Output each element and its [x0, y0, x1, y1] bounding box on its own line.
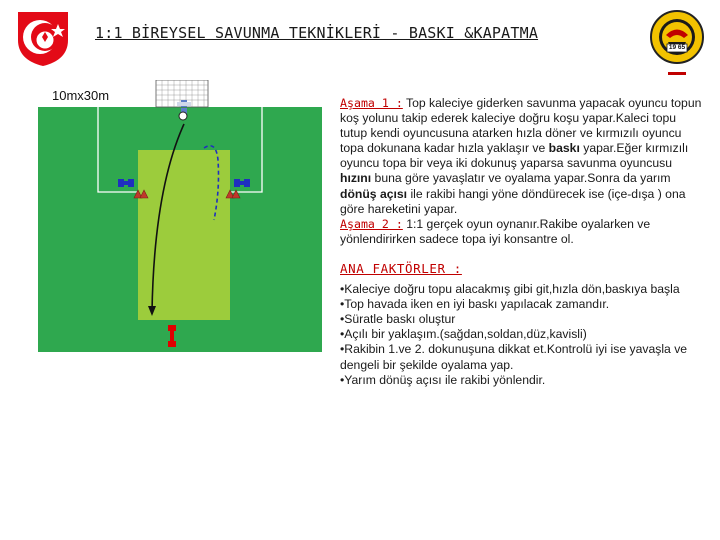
club-crest-year: 19 65 [668, 44, 686, 51]
page-title: 1:1 BİREYSEL SAVUNMA TEKNİKLERİ - BASKI &KAPATMA [95, 24, 539, 42]
factor-item: •Rakibin 1.ve 2. dokunuşuna dikkat et.Kontrolü iyi ise yavaşla ve dengeli bir şekilde oyalama yap. [340, 342, 688, 372]
factor-item: •Kaleciye doğru topu alacakmış gibi git,hızla dön,baskıya başla [340, 282, 680, 297]
stage1-bold-2: hızını [340, 171, 372, 186]
stage2-paragraph [340, 217, 702, 247]
factor-item: •Top havada iken en iyi baskı yapılacak zamandır. [340, 297, 610, 312]
stage1-text-b: yapar.Eğer kırmızılı oyuncu topa bir veya iki dokunuş yaparsa savunma oyuncusu [340, 141, 689, 171]
stage1-text-c: buna göre yavaşlatır ve oyalama yapar.Sonra da yarım [371, 171, 671, 186]
stage1-bold-1: baskı [548, 141, 580, 156]
factors-list [340, 282, 702, 388]
stage1-bold-3: dönüş açısı [340, 186, 408, 201]
factors-title: ANA FAKTÖRLER : [340, 260, 462, 276]
factor-item: •Açılı bir yaklaşım.(sağdan,soldan,düz,kavisli) [340, 327, 587, 342]
drill-diagram [38, 80, 322, 352]
field-size-label: 10mx30m [52, 88, 110, 103]
club-crest-logo [648, 8, 706, 80]
federation-logo [12, 6, 74, 68]
factor-item: •Yarım dönüş açısı ile rakibi yönlendir. [340, 372, 546, 387]
stage1-label: Aşama 1 : [340, 96, 403, 110]
stage2-text: 1:1 gerçek oyun oynanır.Rakibe oyalarken ve yönlendirirken sadece topa iyi konsantre ol. [340, 216, 651, 246]
factor-item: •Süratle baskı oluştur [340, 312, 456, 327]
ball [179, 112, 187, 120]
stage1-text-a: Top kaleciye giderken savunma yapacak oyuncu topun koş yolunu takip ederek kaleciye doğru koşu yapar.Kaleci topu tutup kendi oyuncusuna atarken hızla döner ve kırmızılı oyuncu topa dokunana kadar hızla yaklaşır ve [340, 96, 702, 156]
stage2-label: Aşama 2 : [340, 216, 403, 231]
stage1-text-d: ile rakibi hangi yöne döndürecek ise (içe-dışa ) ona göre hareketini yapar. [340, 186, 686, 216]
crescent-star-icon [12, 6, 74, 68]
drill-description [340, 96, 702, 388]
stage1-paragraph [340, 96, 702, 217]
